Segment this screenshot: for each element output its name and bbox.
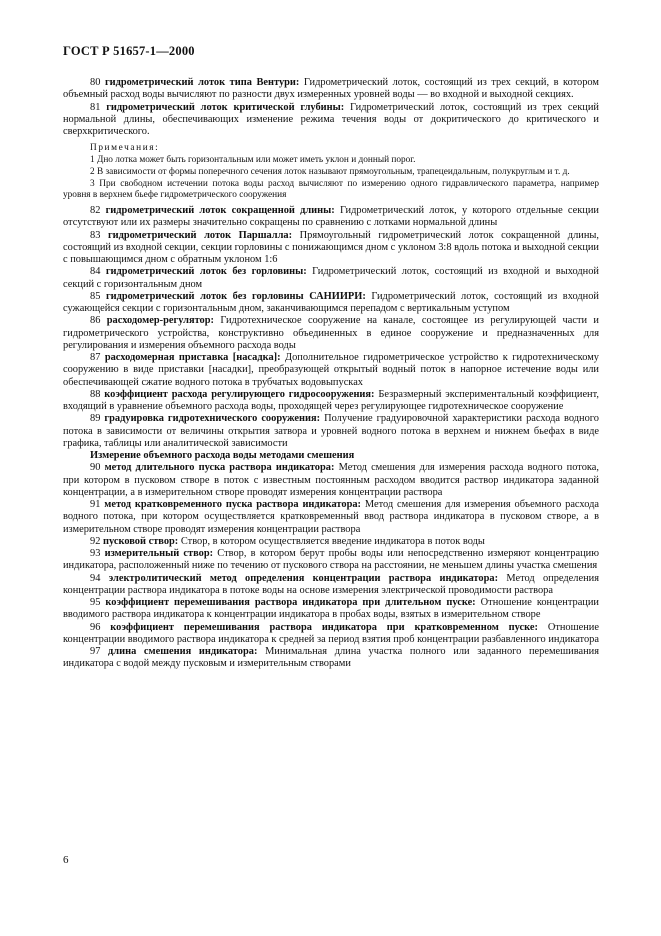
term-number: 96 (90, 621, 101, 633)
term-entry (63, 266, 599, 291)
note-item: 2 В зависимости от формы поперечного сечения лоток называют прямоугольным, трапецеидальным, полукруглым и т. д. (90, 166, 570, 177)
term-definition: Гидротехническое сооружение на канале, состоящее из регулирующей части и гидрометрического устройства, конструктивно объединенных в единое сооружение и предназначенных для регулирования и измерения объемного расхода воды (63, 315, 599, 351)
term-name: коэффициент перемешивания раствора индикатора при кратковременном пуске: (110, 621, 538, 633)
term-entry (63, 597, 599, 622)
term-entry (63, 646, 599, 671)
term-name: измерительный створ: (104, 548, 214, 560)
term-definition: Метод смешения для измерения объемного расхода водного потока, при котором осуществляется кратковременный ввод раствора индикатора в пусковом створе, а в измерительном створе проводят измерения концентрации раствора (63, 499, 599, 535)
term-entry (63, 622, 599, 647)
term-number: 87 (90, 352, 101, 364)
term-entry (63, 352, 599, 389)
term-entry (63, 102, 599, 139)
note-item: 1 Дно лотка может быть горизонтальным или может иметь уклон и донный порог. (90, 155, 416, 166)
term-entry (63, 389, 599, 414)
term-number: 92 (90, 535, 101, 547)
term-number: 91 (90, 499, 101, 511)
term-number: 80 (90, 77, 101, 88)
term-entry (63, 462, 599, 499)
term-definition: Прямоугольный гидрометрический лоток сокращенной длины, состоящий из входной секции, секции горловины с понижающимся дном с уклоном 3:8 вдоль потока и выходной секции с повышающимся дном с обратным уклоном 1:6 (63, 229, 599, 266)
term-definition: Гидрометрический лоток, состоящий из входной сужающейся секции с горизонтальным дном, заканчивающимся перепадом с вертикальным уступом (63, 290, 599, 315)
term-entry (63, 413, 599, 450)
term-list-flumes (63, 77, 599, 138)
term-definition: Дополнительное гидрометрическое устройство к гидротехническому сооружению в виде приставки [насадки], преобразующей открытый водный поток в напорное истечение воды или обеспечивающей сжатие водного потока в трубчатых водовыпусках (63, 352, 599, 388)
term-entry (63, 291, 599, 316)
term-name: гидрометрический лоток без горловины САНИИРИ: (105, 290, 366, 302)
term-name: расходомер-регулятор: (106, 315, 214, 327)
term-list-dilution (63, 462, 599, 670)
term-number: 81 (90, 101, 101, 113)
term-number: 88 (90, 388, 101, 400)
term-name: коэффициент перемешивания раствора индикатора при длительном пуске: (105, 597, 476, 609)
term-entry (63, 77, 599, 102)
term-entry (63, 230, 599, 267)
notes-heading: Примечания: (90, 143, 160, 154)
term-name: электролитический метод определения концентрации раствора индикатора: (108, 572, 499, 584)
term-definition: Створ, в котором осуществляется введение индикатора в поток воды (180, 535, 485, 547)
term-definition: Отношение концентрации вводимого раствора индикатора к средней за период взятия проб концентрации разбавленного индикатора (63, 621, 599, 645)
term-name: метод кратковременного пуска раствора индикатора: (104, 499, 362, 511)
term-number: 86 (90, 315, 101, 327)
term-definition: Получение градуировочной характеристики расхода водного потока в зависимости от величины открытия затвора и уровней водного потока в верхнем и нижнем бьефах в виде графика, таблицы или аналитической зависимости (63, 413, 599, 449)
section-title: Измерение объемного расхода воды методами смешения (90, 450, 355, 462)
term-name: коэффициент расхода регулирующего гидросооружения: (104, 388, 375, 400)
term-number: 97 (90, 646, 101, 658)
term-definition: Минимальная длина участка полного или заданного перемешивания индикатора с водой между пусковым и измерительным створами (63, 646, 599, 670)
page-number: 6 (63, 854, 69, 866)
term-entry (63, 499, 599, 536)
term-name: пусковой створ: (103, 535, 179, 547)
term-name: гидрометрический лоток типа Вентури: (104, 77, 300, 88)
term-definition: Створ, в котором берут пробы воды или непосредственно измеряют концентрацию индикатора, расположенный ниже по течению от пускового створа на расстоянии, не меньшем длины участка смешения (63, 548, 599, 572)
document-header: ГОСТ Р 51657-1—2000 (63, 44, 195, 58)
term-number: 94 (90, 572, 101, 584)
term-definition: Метод определения концентрации раствора индикатора в потоке воды на основе измерения электрической проводимости раствора (63, 572, 599, 596)
term-name: гидрометрический лоток критической глубины: (106, 101, 345, 113)
note-item: 3 При свободном истечении потока воды расход вычисляют по измерению одного гидравлического параметра, например уровня в верхнем бьефе гидрометрического сооружения (63, 178, 599, 201)
term-list-structures (63, 205, 599, 450)
term-entry (63, 548, 599, 573)
term-definition: Отношение концентрации вводимого раствора индикатора к концентрации индикатора в пробах воды, взятых в измерительном створе (63, 597, 599, 621)
term-name: длина смешения индикатора: (108, 646, 258, 658)
term-number: 85 (90, 290, 101, 302)
term-definition: Гидрометрический лоток, состоящий из входной и выходной секций с горизонтальным дном (63, 266, 599, 290)
term-definition: Безразмерный экспериментальный коэффициент, входящий в уравнение объемного расхода воды, проходящей через регулирующее гидротехническое сооружение (63, 388, 599, 413)
term-name: гидрометрический лоток без горловины: (105, 266, 307, 278)
term-name: гидрометрический лоток сокращенной длины: (105, 205, 335, 217)
term-number: 84 (90, 266, 101, 278)
term-entry (63, 205, 599, 230)
term-entry (63, 536, 599, 548)
term-number: 82 (90, 205, 101, 217)
term-entry (63, 315, 599, 352)
document-body (63, 77, 599, 671)
term-number: 90 (90, 462, 101, 474)
term-entry (63, 573, 599, 598)
term-name: градуировка гидротехнического сооружения: (104, 413, 321, 425)
term-definition: Метод смешения для измерения расхода водного потока, при котором в пусковом створе в поток с известным постоянным расходом вводится раствор индикатора заданной концентрации, а в измерительном створе проводят измерения концентрации раствора (63, 462, 600, 498)
term-number: 95 (90, 597, 101, 609)
term-definition: Гидрометрический лоток, состоящий из трех секций, в котором объемный расход воды вычисляют по разности двух измеренных уровней воды — во входной и выходной секциях. (63, 77, 599, 101)
term-number: 93 (90, 548, 101, 560)
term-name: метод длительного пуска раствора индикатора: (104, 462, 335, 474)
term-name: расходомерная приставка [насадка]: (104, 352, 281, 364)
notes-block (63, 143, 599, 202)
term-definition: Гидрометрический лоток, у которого отдельные секции отсутствуют или их размеры значительно сокращены по сравнению с лотками нормальной длины (63, 205, 599, 229)
term-number: 89 (90, 413, 101, 425)
term-definition: Гидрометрический лоток, состоящий из трех секций нормальной длины, обеспечивающих изменение режима течения воды от докритического до критического и сверхкритического. (63, 101, 599, 137)
term-name: гидрометрический лоток Паршалла: (107, 229, 293, 241)
term-number: 83 (90, 229, 101, 241)
